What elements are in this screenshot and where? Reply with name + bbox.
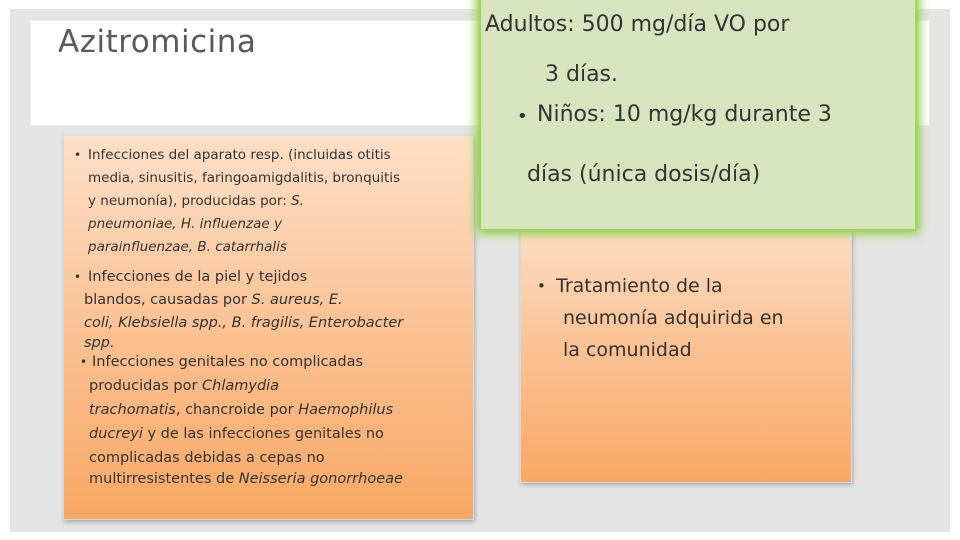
bullet-icon: • <box>517 106 528 127</box>
bullet-icon: • <box>80 355 88 369</box>
bullet-icon: • <box>74 148 82 162</box>
slide-title: Azitromicina <box>58 24 257 60</box>
bullet-icon: • <box>537 277 546 295</box>
bullet-icon: • <box>74 270 82 284</box>
